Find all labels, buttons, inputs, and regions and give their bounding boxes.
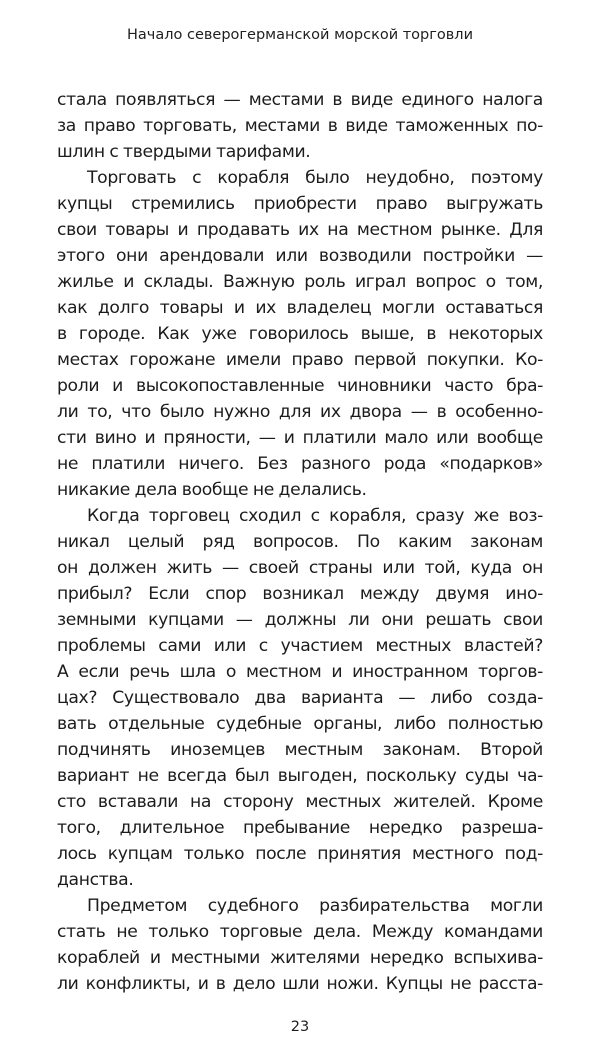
text-line: вать отдельные судебные органы, либо полностью <box>57 714 543 734</box>
text-line: сто вставали на сторону местных жителей. Кроме <box>57 792 543 812</box>
text-line: как долго товары и их владелец могли оставаться <box>57 298 543 318</box>
text-line: свои товары и продавать их на местном рынке. Для <box>57 220 543 240</box>
text-line: купцы стремились приобрести право выгружать <box>57 194 543 214</box>
text-line: лось купцам только после принятия местного под- <box>57 844 543 864</box>
text-line: сти вино и пряности, — и платили мало или вообще <box>57 428 543 448</box>
text-line: данства. <box>57 870 134 890</box>
text-line: стала появляться — местами в виде единого налога <box>57 90 543 110</box>
text-line: вариант не всегда был выгоден, поскольку суды ча- <box>57 766 543 786</box>
paragraph <box>57 893 543 997</box>
text-line: Предметом судебного разбирательства могли <box>87 896 543 916</box>
text-line: шлин с твердыми тарифами. <box>57 142 311 162</box>
text-line: Торговать с корабля было неудобно, поэтому <box>87 168 543 188</box>
text-line: никал целый ряд вопросов. По каким законам <box>57 532 543 552</box>
text-line: А если речь шла о местном и иностранном торгов- <box>57 662 543 682</box>
text-line: цах? Существовало два варианта — либо созда- <box>57 688 543 708</box>
paragraph <box>57 87 543 165</box>
text-line: кораблей и местными жителями нередко вспыхива- <box>57 948 543 968</box>
text-line: земными купцами — должны ли они решать свои <box>57 610 543 630</box>
text-line: Когда торговец сходил с корабля, сразу же воз- <box>87 506 543 526</box>
paragraph <box>57 503 543 893</box>
text-line: местах горожане имели право первой покупки. Ко- <box>57 350 543 370</box>
page-number: 23 <box>290 1019 310 1035</box>
text-line: ли то, что было нужно для их двора — в особенно- <box>57 402 543 422</box>
text-line: не платили ничего. Без разного рода «подарков» <box>57 454 543 474</box>
text-line: проблемы сами или с участием местных властей? <box>57 636 543 656</box>
text-line: он должен жить — своей страны или той, куда он <box>57 558 543 578</box>
text-line: того, длительное пребывание нередко разреша- <box>57 818 543 838</box>
body-text <box>57 87 543 997</box>
text-line: роли и высокопоставленные чиновники часто бра- <box>57 376 543 396</box>
text-line: стать не только торговые дела. Между командами <box>57 922 543 942</box>
text-line: жилье и склады. Важную роль играл вопрос о том, <box>57 272 543 292</box>
text-line: этого они арендовали или возводили постройки — <box>57 246 543 266</box>
text-line: в городе. Как уже говорилось выше, в некоторых <box>57 324 543 344</box>
text-line: за право торговать, местами в виде таможенных по- <box>57 116 543 136</box>
text-line: подчинять иноземцев местным законам. Второй <box>57 740 543 760</box>
paragraph <box>57 165 543 503</box>
text-line: никакие дела вообще не делались. <box>57 480 367 500</box>
running-head: Начало северогерманской морской торговли <box>126 27 473 43</box>
text-line: прибыл? Если спор возникал между двумя ино- <box>57 584 543 604</box>
text-line: ли конфликты, и в дело шли ножи. Купцы не расста- <box>57 974 543 994</box>
